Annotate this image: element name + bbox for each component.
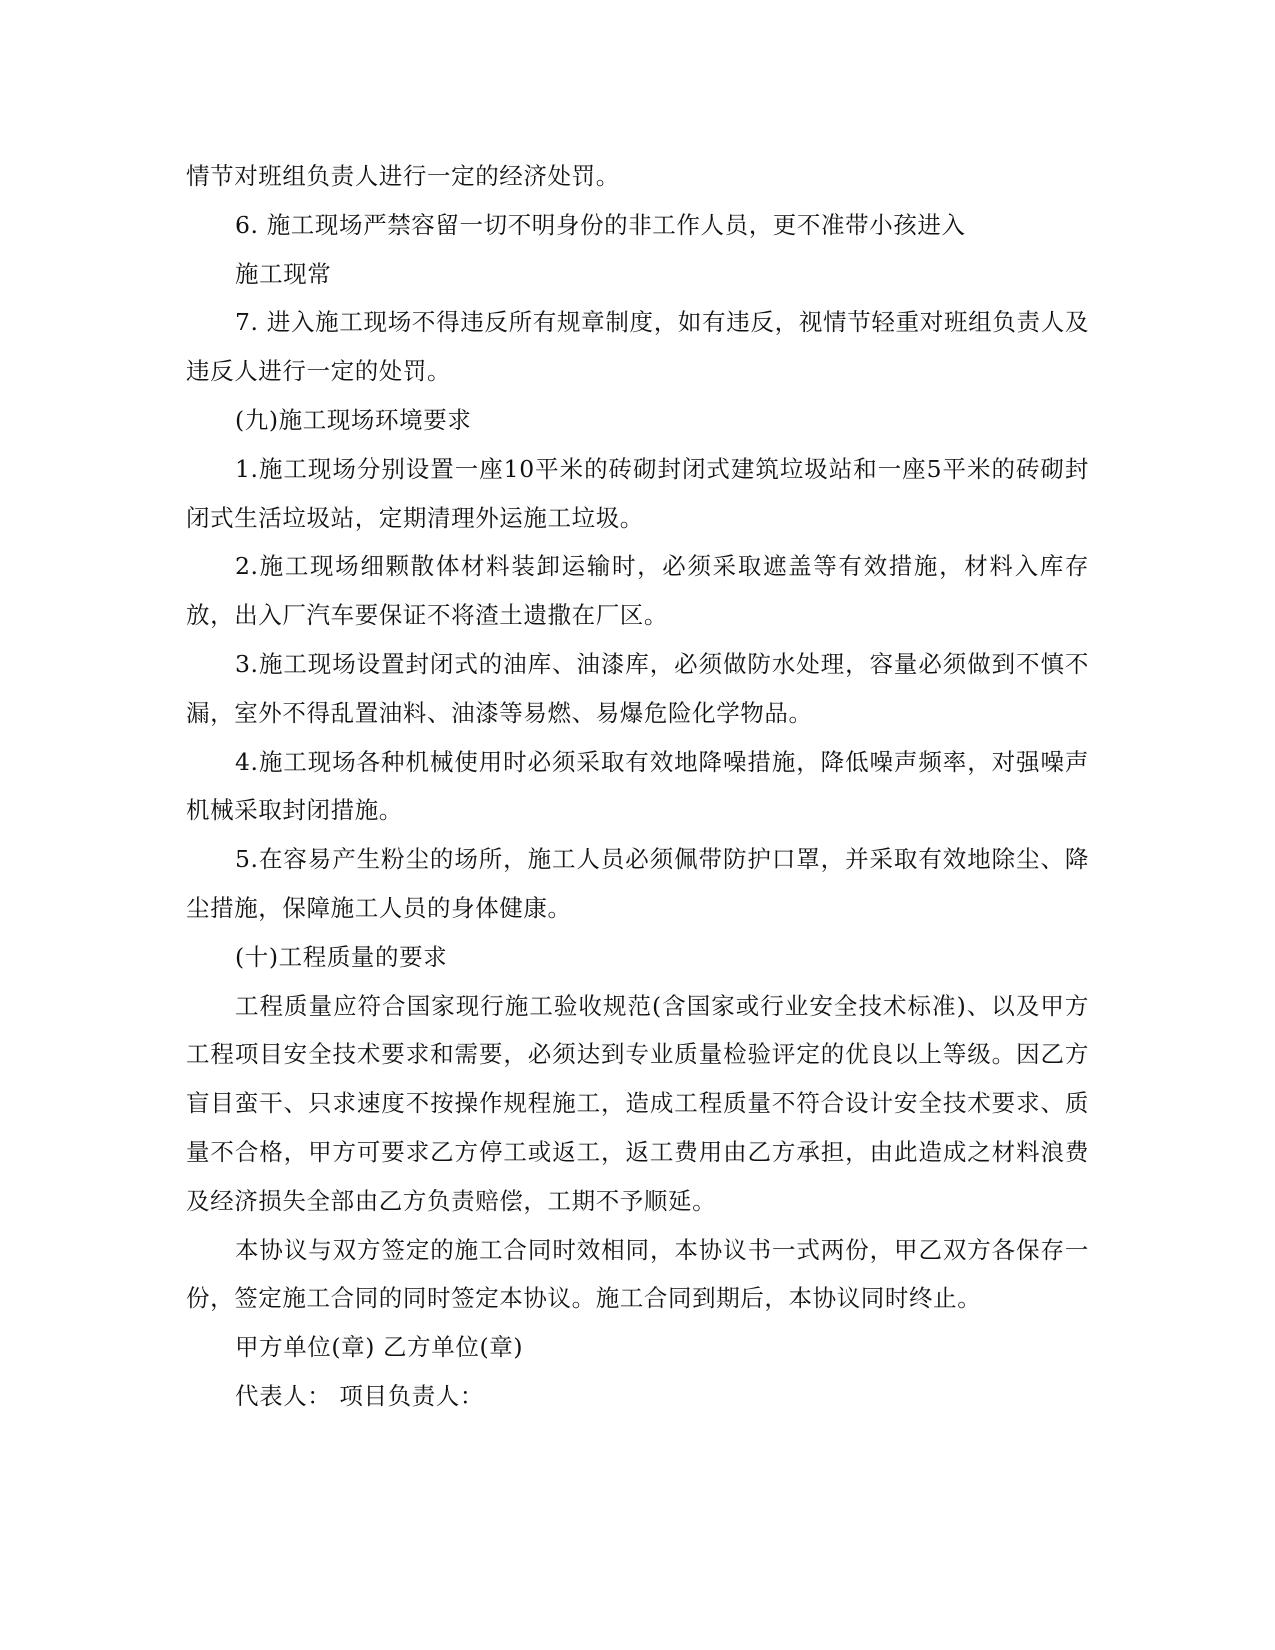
party-a-label: 甲方单位(章) (235, 1333, 376, 1362)
signature-parties-line (186, 1323, 1089, 1372)
section-heading-nine: (九)施工现场环境要求 (235, 405, 472, 434)
paragraph-env-4: 4.施工现场各种机械使用时必须采取有效地降噪措施，降低噪声频率，对强噪声机械采取封闭措施。 (186, 747, 1089, 825)
paragraph-item-7: 7. 进入施工现场不得违反所有规章制度，如有违反，视情节轻重对班组负责人及违反人进行一定的处罚。 (186, 308, 1089, 386)
section-heading-ten: (十)工程质量的要求 (235, 942, 448, 971)
signature-representatives-line (186, 1372, 1089, 1421)
paragraph-env-1: 1.施工现场分别设置一座10平米的砖砌封闭式建筑垃圾站和一座5平米的砖砌封闭式生活垃圾站，定期清理外运施工垃圾。 (186, 454, 1089, 532)
paragraph-item-6-tail: 施工现常 (235, 259, 332, 288)
representative-label: 代表人： (235, 1381, 332, 1410)
paragraph-item-6: 6. 施工现场严禁容留一切不明身份的非工作人员，更不准带小孩进入 (235, 210, 966, 239)
project-leader-label: 项目负责人： (339, 1381, 485, 1410)
party-b-label: 乙方单位(章) (383, 1333, 524, 1362)
paragraph-env-3: 3.施工现场设置封闭式的油库、油漆库，必须做防水处理，容量必须做到不慎不漏，室外不得乱置油料、油漆等易燃、易爆危险化学物品。 (186, 649, 1089, 727)
document-body (186, 152, 1089, 1421)
paragraph-quality: 工程质量应符合国家现行施工验收规范(含国家或行业安全技术标准)、以及甲方工程项目安全技术要求和需要，必须达到专业质量检验评定的优良以上等级。因乙方盲目蛮干、只求速度不按操作规程施工，造成工程质量不符合设计安全技术要求、质量不合格，甲方可要求乙方停工或返工，返工费用由乙方承担，由此造成之材料浪费及经济损失全部由乙方负责赔偿，工期不予顺延。 (186, 991, 1089, 1215)
paragraph-env-2: 2.施工现场细颗散体材料装卸运输时，必须采取遮盖等有效措施，材料入库存放，出入厂汽车要保证不将渣土遗撒在厂区。 (186, 552, 1089, 630)
paragraph-agreement: 本协议与双方签定的施工合同时效相同，本协议书一式两份，甲乙双方各保存一份，签定施工合同的同时签定本协议。施工合同到期后，本协议同时终止。 (186, 1235, 1089, 1313)
paragraph-env-5: 5.在容易产生粉尘的场所，施工人员必须佩带防护口罩，并采取有效地除尘、降尘措施，保障施工人员的身体健康。 (186, 845, 1089, 922)
paragraph-continuation: 情节对班组负责人进行一定的经济处罚。 (186, 162, 620, 190)
